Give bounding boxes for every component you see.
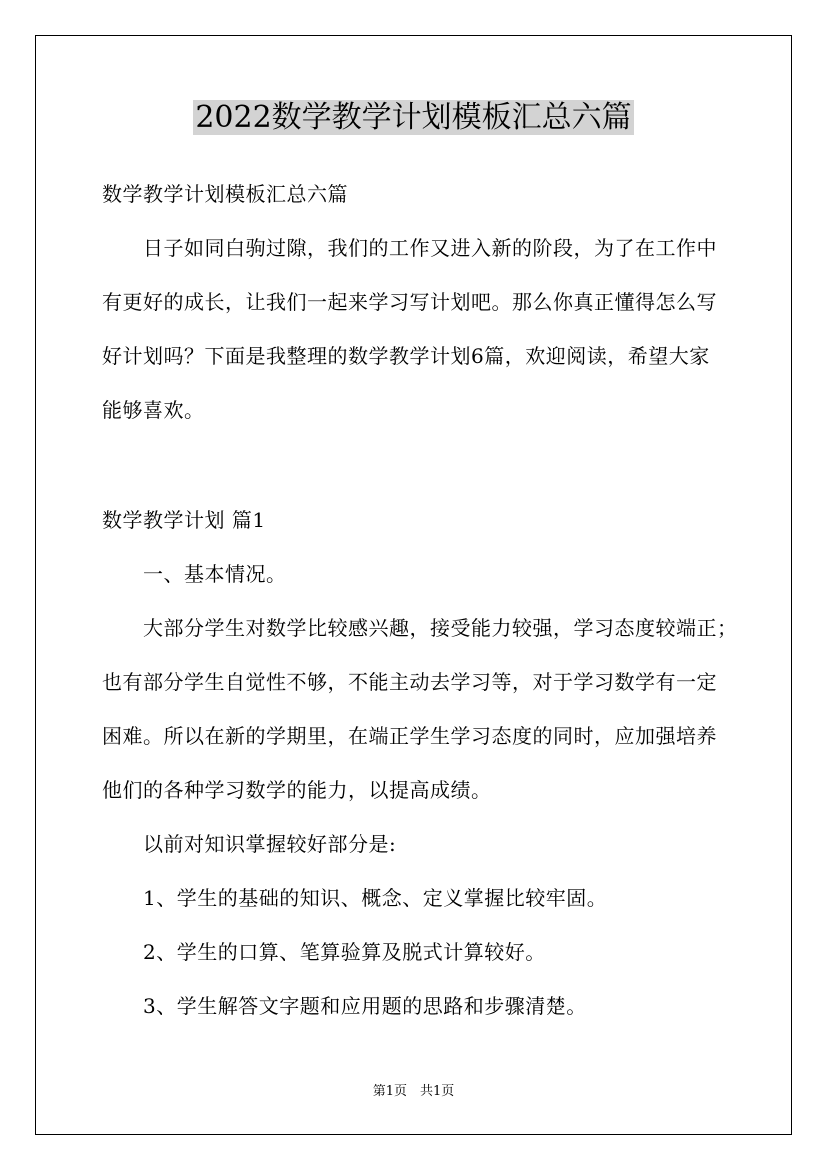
intro-line: 能够喜欢。 bbox=[102, 398, 205, 422]
section-heading: 数学教学计划 篇1 bbox=[102, 508, 266, 532]
intro-line: 好计划吗？下面是我整理的数学教学计划6篇，欢迎阅读，希望大家 bbox=[102, 344, 710, 368]
page-footer: 第1页 共1页 bbox=[372, 1084, 455, 1099]
document-subtitle: 数学教学计划模板汇总六篇 bbox=[102, 182, 348, 206]
list-item: 2、学生的口算、笔算验算及脱式计算较好。 bbox=[102, 940, 546, 964]
document-title-text: 2022数学教学计划模板汇总六篇 bbox=[195, 100, 632, 135]
section-line: 一、基本情况。 bbox=[102, 562, 287, 586]
intro-line: 有更好的成长，让我们一起来学习写计划吧。那么你真正懂得怎么写 bbox=[102, 290, 717, 314]
intro-line: 日子如同白驹过隙，我们的工作又进入新的阶段，为了在工作中 bbox=[102, 236, 717, 260]
section-line: 他们的各种学习数学的能力，以提高成绩。 bbox=[102, 778, 492, 802]
section-line: 也有部分学生自觉性不够，不能主动去学习等，对于学习数学有一定 bbox=[102, 670, 717, 694]
section-line: 困难。所以在新的学期里，在端正学生学习态度的同时，应加强培养 bbox=[102, 724, 717, 748]
document-title bbox=[0, 98, 827, 138]
list-item: 1、学生的基础的知识、概念、定义掌握比较牢固。 bbox=[102, 886, 608, 910]
section-line: 以前对知识掌握较好部分是: bbox=[102, 832, 397, 856]
section-line: 大部分学生对数学比较感兴趣，接受能力较强，学习态度较端正； bbox=[102, 616, 738, 640]
list-item: 3、学生解答文字题和应用题的思路和步骤清楚。 bbox=[102, 994, 587, 1018]
